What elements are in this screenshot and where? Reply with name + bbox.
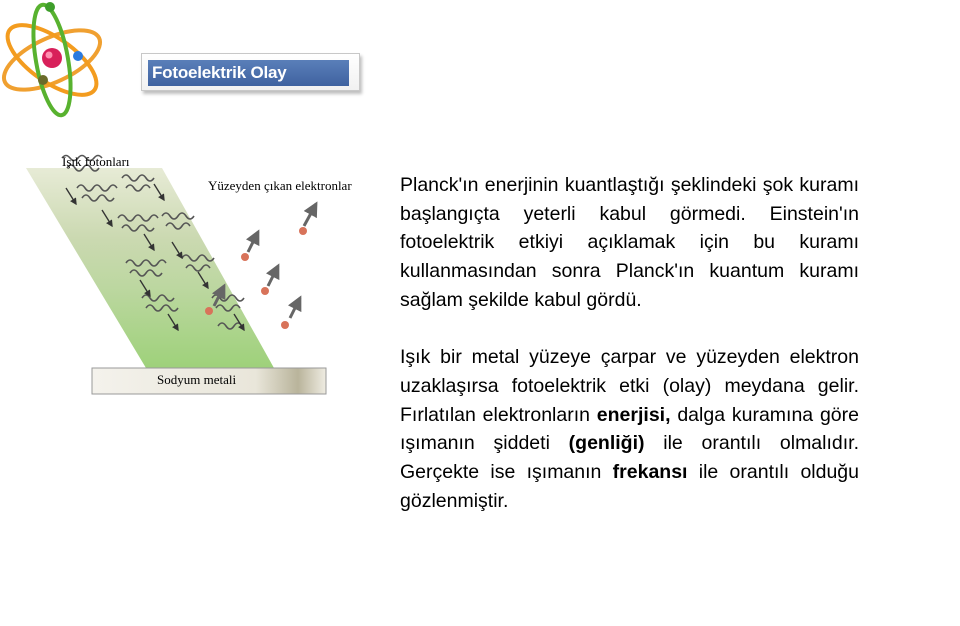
- photoelectric-figure: [22, 148, 382, 398]
- page-title: Fotoelektrik Olay: [152, 63, 287, 82]
- label-photons: Işık fotonları: [62, 154, 130, 169]
- paragraph-1: Planck'ın enerjinin kuantlaştığı şeklindeki şok kuramı başlangıçta yeterli kabul görmedi. Einstein'ın fotoelektrik etkiyi açıklamak için bu kuramı kullanmasından sonra Planck'ın kuantum kuramı sağlam şekilde kabul gördü.: [400, 174, 859, 311]
- paragraph-2: [400, 343, 859, 515]
- paragraph-2-text-4: ile orantılı olduğu gözlenmiştir.: [400, 461, 859, 512]
- paragraph-2-text-3: ile orantılı olmalıdır. Gerçekte ise ışımanın: [400, 432, 860, 484]
- atom-logo-icon: [0, 0, 110, 125]
- emphasis-frequency: frekansı: [612, 461, 688, 484]
- emphasis-amplitude: (genliği): [568, 432, 645, 455]
- paragraph-2-text-1: Işık bir metal yüzeye çarpar ve yüzeyden elektron uzaklaşırsa fotoelektrik etki (olay) meydana gelir. Fırlatılan elektronların: [400, 346, 859, 426]
- title-box: [141, 53, 360, 91]
- emphasis-energy: enerjisi,: [596, 403, 671, 426]
- paragraph-2-text-2: dalga kuramına göre ışımanın şiddeti: [400, 403, 859, 455]
- body-text: [400, 171, 859, 515]
- title-banner: [148, 60, 349, 86]
- label-metal: Sodyum metali: [157, 372, 237, 387]
- label-electrons: Yüzeyden çıkan elektronlar: [208, 178, 352, 193]
